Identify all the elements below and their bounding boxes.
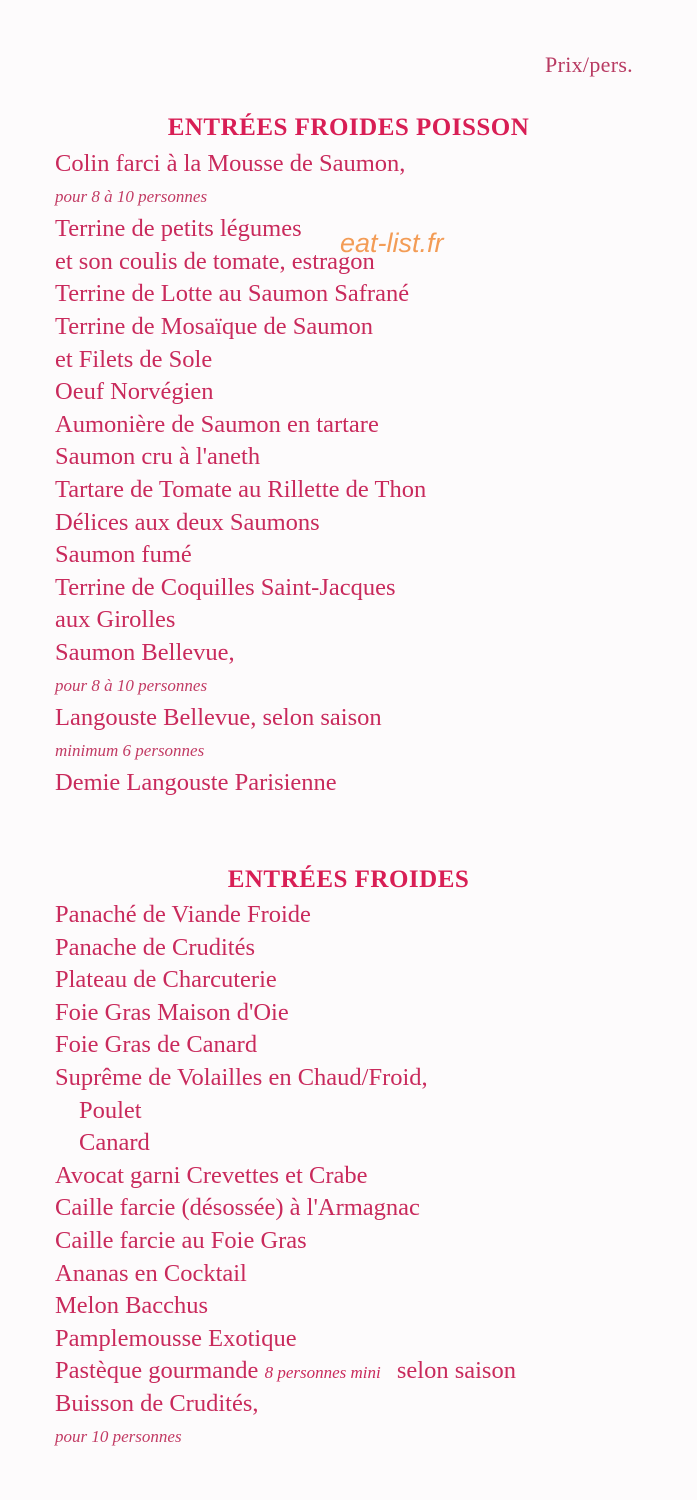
menu-item: Colin farci à la Mousse de Saumon, bbox=[55, 150, 406, 177]
menu-item: Caille farcie au Foie Gras bbox=[55, 1226, 307, 1254]
menu-item: Ananas en Cocktail bbox=[55, 1259, 247, 1287]
menu-item: aux Girolles bbox=[55, 606, 176, 634]
menu-item: Terrine de Mosaïque de Saumon bbox=[55, 312, 374, 340]
menu-item: Délices aux deux Saumons bbox=[55, 508, 320, 536]
section-title-cold-fish-starters: ENTRÉES FROIDES POISSON bbox=[167, 114, 530, 141]
menu-item: Terrine de petits légumes bbox=[55, 215, 302, 243]
pasteque-name: Pastèque gourmande bbox=[55, 1357, 259, 1385]
menu-item: et son coulis de tomate, estragon bbox=[55, 247, 375, 275]
menu-item: Plateau de Charcuterie bbox=[55, 966, 277, 994]
menu-item: Demie Langouste Parisienne bbox=[55, 769, 337, 797]
menu-item: Melon Bacchus bbox=[55, 1292, 209, 1320]
menu-item: Langouste Bellevue, selon saison bbox=[55, 704, 382, 732]
menu-item-note: pour 8 à 10 personnes bbox=[55, 675, 208, 695]
menu-item: Saumon Bellevue, bbox=[55, 638, 235, 666]
menu-item: Tartare de Tomate au Rillette de Thon bbox=[55, 475, 427, 503]
menu-item: Caille farcie (désossée) à l'Armagnac bbox=[55, 1194, 420, 1222]
menu-item: Oeuf Norvégien bbox=[55, 378, 214, 406]
menu-item: Panaché de Viande Froide bbox=[55, 901, 311, 928]
menu-item: Panache de Crudités bbox=[55, 933, 256, 961]
menu-item: Terrine de Lotte au Saumon Safrané bbox=[55, 280, 410, 308]
menu-item: Terrine de Coquilles Saint-Jacques bbox=[55, 573, 396, 601]
menu-item: Foie Gras de Canard bbox=[55, 1031, 258, 1059]
menu-sub-item: Canard bbox=[79, 1129, 150, 1157]
menu-item-note: pour 8 à 10 personnes bbox=[55, 186, 208, 206]
menu-item-note: pour 10 personnes bbox=[55, 1426, 182, 1446]
menu-item-pasteque bbox=[55, 1355, 516, 1388]
pasteque-season: selon saison bbox=[396, 1357, 516, 1385]
menu-item: Saumon cru à l'aneth bbox=[55, 443, 261, 471]
menu-item: et Filets de Sole bbox=[55, 345, 213, 373]
menu-item: Foie Gras Maison d'Oie bbox=[55, 998, 289, 1026]
menu-item: Buisson de Crudités, bbox=[55, 1389, 259, 1417]
menu-item: Pamplemousse Exotique bbox=[55, 1324, 297, 1352]
menu-item: Saumon fumé bbox=[55, 541, 192, 569]
watermark-logo: eat-list.fr bbox=[340, 228, 444, 258]
menu-item-note: minimum 6 personnes bbox=[55, 740, 205, 760]
cold-starters-list bbox=[55, 899, 516, 1453]
menu-item: Aumonière de Saumon en tartare bbox=[55, 410, 379, 438]
section-title-cold-starters: ENTRÉES FROIDES bbox=[227, 866, 470, 893]
pasteque-note: 8 personnes mini bbox=[264, 1363, 381, 1383]
menu-item: Avocat garni Crevettes et Crabe bbox=[55, 1161, 368, 1189]
price-per-person-label: Prix/pers. bbox=[545, 52, 633, 77]
menu-item: Suprême de Volailles en Chaud/Froid, bbox=[55, 1063, 428, 1091]
menu-sub-item: Poulet bbox=[79, 1096, 142, 1124]
